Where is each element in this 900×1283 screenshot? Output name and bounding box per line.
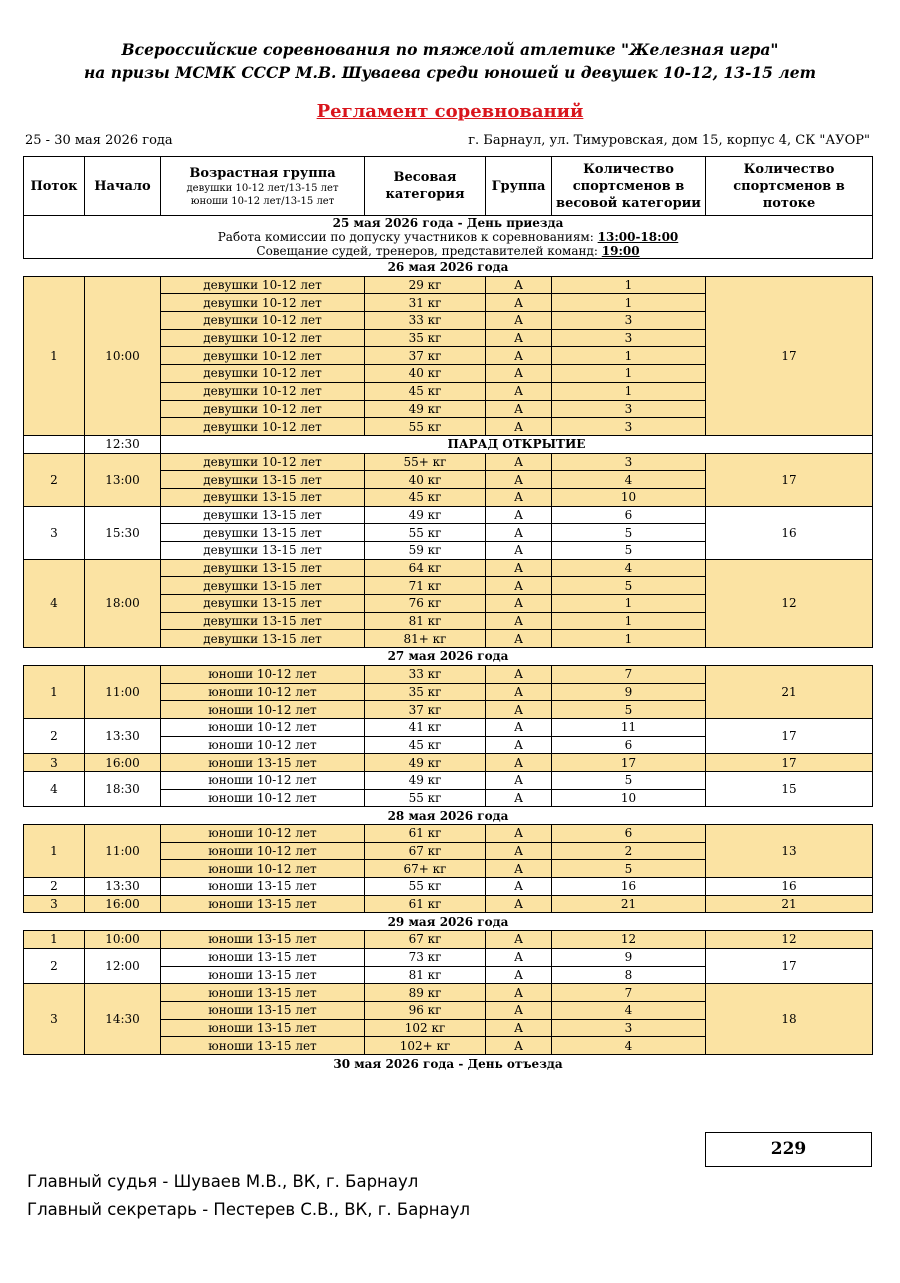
athletes-in-category: 17 xyxy=(552,754,706,772)
age-group: юноши 13-15 лет xyxy=(161,1001,365,1019)
athletes-in-category: 3 xyxy=(552,400,706,418)
departure-title: 30 мая 2026 года - День отъезда xyxy=(24,1054,873,1072)
group: А xyxy=(486,453,552,471)
athletes-in-flow: 17 xyxy=(706,754,873,772)
age-group: девушки 10-12 лет xyxy=(161,294,365,312)
weight-category: 49 кг xyxy=(365,771,486,789)
age-group: юноши 10-12 лет xyxy=(161,842,365,860)
weight-category: 40 кг xyxy=(365,365,486,383)
weight-category: 71 кг xyxy=(365,577,486,595)
col-flow: Поток xyxy=(24,157,85,216)
age-group: девушки 13-15 лет xyxy=(161,577,365,595)
athletes-in-flow: 21 xyxy=(706,895,873,913)
meeting-line xyxy=(24,244,872,258)
flow-start-time: 16:00 xyxy=(85,754,161,772)
weight-category: 64 кг xyxy=(365,559,486,577)
grand-total: 229 xyxy=(705,1132,872,1167)
col-group: Группа xyxy=(486,157,552,216)
group: А xyxy=(486,789,552,807)
table-row xyxy=(24,771,873,789)
athletes-in-flow: 13 xyxy=(706,825,873,878)
age-group: юноши 13-15 лет xyxy=(161,966,365,984)
athletes-in-category: 7 xyxy=(552,984,706,1002)
flow-start-time: 15:30 xyxy=(85,506,161,559)
table-row xyxy=(24,559,873,577)
group: А xyxy=(486,878,552,896)
group: А xyxy=(486,506,552,524)
col-count-category: Количество спортсменов в весовой категории xyxy=(552,157,706,216)
athletes-in-category: 6 xyxy=(552,736,706,754)
weight-category: 45 кг xyxy=(365,382,486,400)
weight-category: 96 кг xyxy=(365,1001,486,1019)
flow-number: 2 xyxy=(24,453,85,506)
group: А xyxy=(486,418,552,436)
age-group: юноши 10-12 лет xyxy=(161,771,365,789)
day-title-row xyxy=(24,1054,873,1072)
group: А xyxy=(486,595,552,613)
weight-category: 33 кг xyxy=(365,665,486,683)
weight-category: 81+ кг xyxy=(365,630,486,648)
commission-text: Работа комиссии по допуску участников к соревнованиям: xyxy=(217,230,598,244)
age-group: девушки 13-15 лет xyxy=(161,488,365,506)
weight-category: 31 кг xyxy=(365,294,486,312)
col-age xyxy=(161,157,365,216)
flow-number: 2 xyxy=(24,718,85,753)
age-group: девушки 10-12 лет xyxy=(161,453,365,471)
weight-category: 61 кг xyxy=(365,825,486,843)
flow-number: 3 xyxy=(24,506,85,559)
flow-number: 4 xyxy=(24,771,85,806)
weight-category: 73 кг xyxy=(365,948,486,966)
weight-category: 35 кг xyxy=(365,329,486,347)
age-group: девушки 10-12 лет xyxy=(161,347,365,365)
age-group: юноши 10-12 лет xyxy=(161,736,365,754)
group: А xyxy=(486,488,552,506)
event-dates: 25 - 30 мая 2026 года xyxy=(25,133,173,148)
parade-row xyxy=(24,435,873,453)
weight-category: 40 кг xyxy=(365,471,486,489)
athletes-in-flow: 16 xyxy=(706,506,873,559)
group: А xyxy=(486,984,552,1002)
athletes-in-category: 5 xyxy=(552,524,706,542)
athletes-in-category: 2 xyxy=(552,842,706,860)
athletes-in-flow: 17 xyxy=(706,718,873,753)
col-age-title: Возрастная группа xyxy=(189,165,336,181)
athletes-in-category: 1 xyxy=(552,294,706,312)
flow-number: 2 xyxy=(24,878,85,896)
col-count-flow: Количество спортсменов в потоке xyxy=(706,157,873,216)
group: А xyxy=(486,276,552,294)
day-title: 27 мая 2026 года xyxy=(24,648,873,666)
flow-number: 2 xyxy=(24,948,85,983)
athletes-in-category: 1 xyxy=(552,382,706,400)
group: А xyxy=(486,1001,552,1019)
group: А xyxy=(486,895,552,913)
weight-category: 41 кг xyxy=(365,718,486,736)
athletes-in-category: 4 xyxy=(552,1001,706,1019)
age-group: девушки 10-12 лет xyxy=(161,418,365,436)
weight-category: 49 кг xyxy=(365,754,486,772)
group: А xyxy=(486,312,552,330)
day-title-row xyxy=(24,648,873,666)
flow-start-time: 13:30 xyxy=(85,878,161,896)
athletes-in-flow: 17 xyxy=(706,948,873,983)
age-group: юноши 10-12 лет xyxy=(161,789,365,807)
weight-category: 37 кг xyxy=(365,701,486,719)
athletes-in-category: 6 xyxy=(552,825,706,843)
weight-category: 102+ кг xyxy=(365,1037,486,1055)
group: А xyxy=(486,966,552,984)
age-group: девушки 13-15 лет xyxy=(161,471,365,489)
col-age-sub-boys: юноши 10-12 лет/13-15 лет xyxy=(190,195,335,207)
meeting-text: Совещание судей, тренеров, представителей команд: xyxy=(256,244,602,258)
group: А xyxy=(486,1019,552,1037)
flow-number: 3 xyxy=(24,754,85,772)
athletes-in-category: 8 xyxy=(552,966,706,984)
athletes-in-category: 11 xyxy=(552,718,706,736)
commission-time: 13:00-18:00 xyxy=(597,230,679,244)
group: А xyxy=(486,860,552,878)
athletes-in-flow: 15 xyxy=(706,771,873,806)
flow-start-time: 13:30 xyxy=(85,718,161,753)
age-group: девушки 13-15 лет xyxy=(161,524,365,542)
age-group: девушки 10-12 лет xyxy=(161,382,365,400)
group: А xyxy=(486,630,552,648)
athletes-in-category: 10 xyxy=(552,488,706,506)
athletes-in-category: 1 xyxy=(552,365,706,383)
flow-number: 1 xyxy=(24,665,85,718)
athletes-in-category: 3 xyxy=(552,418,706,436)
weight-category: 55 кг xyxy=(365,789,486,807)
weight-category: 49 кг xyxy=(365,400,486,418)
age-group: юноши 13-15 лет xyxy=(161,948,365,966)
weight-category: 45 кг xyxy=(365,736,486,754)
age-group: девушки 13-15 лет xyxy=(161,595,365,613)
table-row xyxy=(24,718,873,736)
group: А xyxy=(486,683,552,701)
weight-category: 67 кг xyxy=(365,842,486,860)
col-age-sub-girls: девушки 10-12 лет/13-15 лет xyxy=(186,182,339,194)
table-row xyxy=(24,453,873,471)
title-line-2: на призы МСМК СССР М.В. Шуваева среди юношей и девушек 10-12, 13-15 лет xyxy=(84,63,816,82)
weight-category: 81 кг xyxy=(365,966,486,984)
flow-start-time: 11:00 xyxy=(85,665,161,718)
group: А xyxy=(486,382,552,400)
parade-flow-cell xyxy=(24,435,85,453)
athletes-in-flow: 18 xyxy=(706,984,873,1055)
day-title: 28 мая 2026 года xyxy=(24,807,873,825)
weight-category: 61 кг xyxy=(365,895,486,913)
group: А xyxy=(486,931,552,949)
group: А xyxy=(486,665,552,683)
weight-category: 49 кг xyxy=(365,506,486,524)
weight-category: 35 кг xyxy=(365,683,486,701)
day-title-row xyxy=(24,913,873,931)
group: А xyxy=(486,718,552,736)
table-row xyxy=(24,984,873,1002)
athletes-in-category: 5 xyxy=(552,701,706,719)
event-location: г. Барнаул, ул. Тимуровская, дом 15, корпус 4, СК "АУОР" xyxy=(468,133,870,148)
flow-number: 1 xyxy=(24,276,85,435)
flow-start-time: 10:00 xyxy=(85,276,161,435)
weight-category: 29 кг xyxy=(365,276,486,294)
chief-secretary: Главный секретарь - Пестерев С.В., ВК, г. Барнаул xyxy=(27,1200,471,1219)
athletes-in-category: 4 xyxy=(552,1037,706,1055)
age-group: юноши 13-15 лет xyxy=(161,984,365,1002)
athletes-in-category: 1 xyxy=(552,347,706,365)
meeting-time: 19:00 xyxy=(601,244,640,258)
athletes-in-flow: 12 xyxy=(706,559,873,647)
day-title: 26 мая 2026 года xyxy=(24,259,873,277)
group: А xyxy=(486,842,552,860)
athletes-in-category: 3 xyxy=(552,312,706,330)
age-group: юноши 10-12 лет xyxy=(161,718,365,736)
weight-category: 55+ кг xyxy=(365,453,486,471)
age-group: девушки 10-12 лет xyxy=(161,400,365,418)
day-title-row xyxy=(24,807,873,825)
flow-start-time: 14:30 xyxy=(85,984,161,1055)
day-title-row xyxy=(24,259,873,277)
age-group: юноши 10-12 лет xyxy=(161,665,365,683)
athletes-in-category: 1 xyxy=(552,276,706,294)
athletes-in-category: 5 xyxy=(552,577,706,595)
age-group: юноши 13-15 лет xyxy=(161,754,365,772)
group: А xyxy=(486,347,552,365)
age-group: девушки 10-12 лет xyxy=(161,312,365,330)
chief-judge: Главный судья - Шуваев М.В., ВК, г. Барнаул xyxy=(27,1172,419,1191)
age-group: девушки 13-15 лет xyxy=(161,506,365,524)
group: А xyxy=(486,524,552,542)
weight-category: 55 кг xyxy=(365,418,486,436)
flow-start-time: 16:00 xyxy=(85,895,161,913)
athletes-in-flow: 12 xyxy=(706,931,873,949)
group: А xyxy=(486,612,552,630)
flow-start-time: 18:30 xyxy=(85,771,161,806)
age-group: девушки 10-12 лет xyxy=(161,329,365,347)
table-row xyxy=(24,665,873,683)
athletes-in-flow: 21 xyxy=(706,665,873,718)
weight-category: 59 кг xyxy=(365,542,486,560)
table-row xyxy=(24,931,873,949)
athletes-in-category: 10 xyxy=(552,789,706,807)
age-group: девушки 13-15 лет xyxy=(161,559,365,577)
table-row xyxy=(24,825,873,843)
athletes-in-category: 3 xyxy=(552,329,706,347)
weight-category: 89 кг xyxy=(365,984,486,1002)
schedule-table xyxy=(23,156,873,1072)
group: А xyxy=(486,329,552,347)
athletes-in-category: 9 xyxy=(552,683,706,701)
group: А xyxy=(486,294,552,312)
age-group: юноши 13-15 лет xyxy=(161,1037,365,1055)
group: А xyxy=(486,559,552,577)
group: А xyxy=(486,400,552,418)
athletes-in-category: 4 xyxy=(552,559,706,577)
flow-number: 1 xyxy=(24,931,85,949)
reglament-heading: Регламент соревнований xyxy=(316,101,584,122)
age-group: девушки 10-12 лет xyxy=(161,276,365,294)
age-group: девушки 10-12 лет xyxy=(161,365,365,383)
title-line-1: Всероссийские соревнования по тяжелой атлетике "Железная игра" xyxy=(121,40,779,59)
group: А xyxy=(486,736,552,754)
group: А xyxy=(486,771,552,789)
athletes-in-category: 16 xyxy=(552,878,706,896)
col-weight: Весовая категория xyxy=(365,157,486,216)
age-group: юноши 10-12 лет xyxy=(161,860,365,878)
athletes-in-category: 1 xyxy=(552,612,706,630)
weight-category: 76 кг xyxy=(365,595,486,613)
table-row xyxy=(24,878,873,896)
weight-category: 33 кг xyxy=(365,312,486,330)
age-group: юноши 13-15 лет xyxy=(161,1019,365,1037)
arrival-row xyxy=(24,216,873,259)
age-group: девушки 13-15 лет xyxy=(161,612,365,630)
weight-category: 81 кг xyxy=(365,612,486,630)
athletes-in-category: 5 xyxy=(552,860,706,878)
athletes-in-category: 7 xyxy=(552,665,706,683)
group: А xyxy=(486,754,552,772)
group: А xyxy=(486,577,552,595)
table-row xyxy=(24,948,873,966)
flow-number: 4 xyxy=(24,559,85,647)
group: А xyxy=(486,471,552,489)
athletes-in-flow: 17 xyxy=(706,276,873,435)
table-row xyxy=(24,506,873,524)
group: А xyxy=(486,542,552,560)
flow-start-time: 12:00 xyxy=(85,948,161,983)
age-group: юноши 13-15 лет xyxy=(161,895,365,913)
flow-start-time: 18:00 xyxy=(85,559,161,647)
weight-category: 102 кг xyxy=(365,1019,486,1037)
age-group: юноши 10-12 лет xyxy=(161,701,365,719)
group: А xyxy=(486,1037,552,1055)
athletes-in-flow: 17 xyxy=(706,453,873,506)
athletes-in-category: 1 xyxy=(552,630,706,648)
table-row xyxy=(24,754,873,772)
age-group: девушки 13-15 лет xyxy=(161,630,365,648)
athletes-in-flow: 16 xyxy=(706,878,873,896)
arrival-notes xyxy=(24,216,873,259)
athletes-in-category: 9 xyxy=(552,948,706,966)
athletes-in-category: 5 xyxy=(552,542,706,560)
athletes-in-category: 6 xyxy=(552,506,706,524)
day-title: 29 мая 2026 года xyxy=(24,913,873,931)
flow-number: 1 xyxy=(24,825,85,878)
athletes-in-category: 21 xyxy=(552,895,706,913)
athletes-in-category: 4 xyxy=(552,471,706,489)
table-row xyxy=(24,276,873,294)
parade-time: 12:30 xyxy=(85,435,161,453)
age-group: девушки 13-15 лет xyxy=(161,542,365,560)
weight-category: 55 кг xyxy=(365,524,486,542)
weight-category: 37 кг xyxy=(365,347,486,365)
athletes-in-category: 12 xyxy=(552,931,706,949)
flow-start-time: 11:00 xyxy=(85,825,161,878)
flow-start-time: 13:00 xyxy=(85,453,161,506)
athletes-in-category: 3 xyxy=(552,1019,706,1037)
athletes-in-category: 1 xyxy=(552,595,706,613)
athletes-in-category: 5 xyxy=(552,771,706,789)
group: А xyxy=(486,701,552,719)
col-start: Начало xyxy=(85,157,161,216)
arrival-title: 25 мая 2026 года - День приезда xyxy=(332,216,564,230)
table-header xyxy=(24,157,873,216)
weight-category: 45 кг xyxy=(365,488,486,506)
commission-line xyxy=(24,230,872,244)
flow-number: 3 xyxy=(24,895,85,913)
table-row xyxy=(24,895,873,913)
group: А xyxy=(486,825,552,843)
age-group: юноши 10-12 лет xyxy=(161,825,365,843)
flow-number: 3 xyxy=(24,984,85,1055)
flow-start-time: 10:00 xyxy=(85,931,161,949)
age-group: юноши 13-15 лет xyxy=(161,931,365,949)
group: А xyxy=(486,948,552,966)
weight-category: 67 кг xyxy=(365,931,486,949)
age-group: юноши 13-15 лет xyxy=(161,878,365,896)
weight-category: 55 кг xyxy=(365,878,486,896)
parade-label: ПАРАД ОТКРЫТИЕ xyxy=(161,435,873,453)
weight-category: 67+ кг xyxy=(365,860,486,878)
age-group: юноши 10-12 лет xyxy=(161,683,365,701)
group: А xyxy=(486,365,552,383)
athletes-in-category: 3 xyxy=(552,453,706,471)
